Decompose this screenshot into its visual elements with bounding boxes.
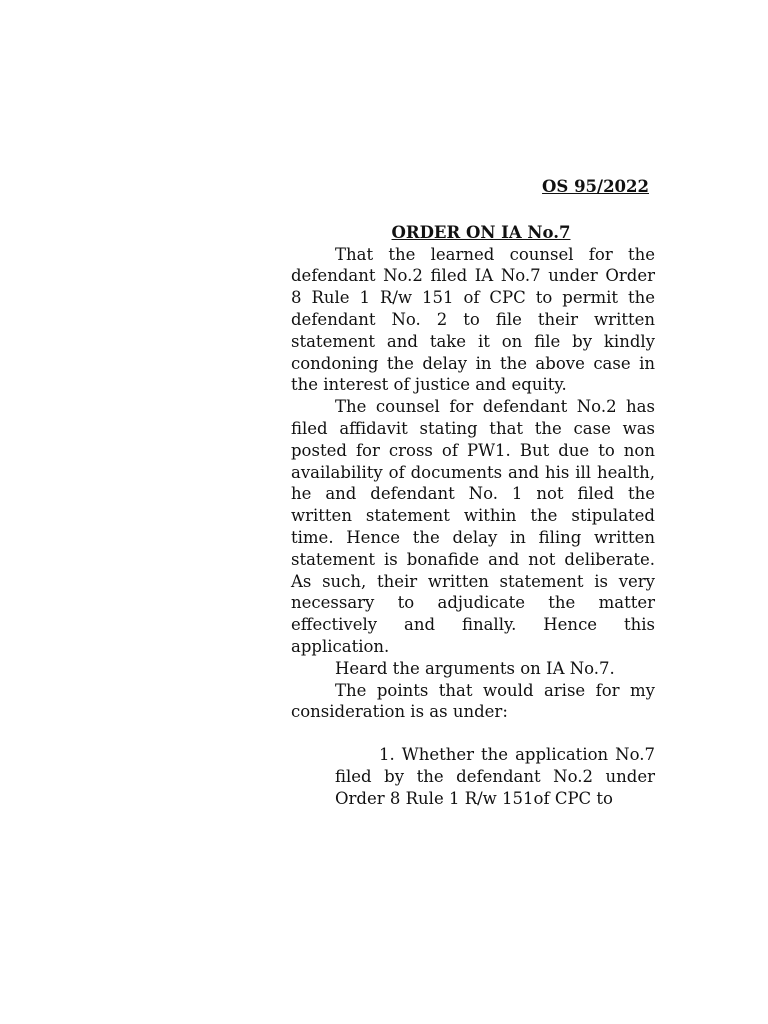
order-title: ORDER ON IA No.7: [391, 222, 571, 242]
case-number: OS 95/2022: [542, 177, 649, 196]
order-text-column: [291, 176, 655, 810]
paragraph-points-intro: The points that would arise for my consideration is as under:: [291, 680, 655, 722]
paragraph-application: That the learned counsel for the defendant No.2 filed IA No.7 under Order 8 Rule 1 R/w 151 of CPC to permit the defendant No. 2 to file their written statement and take it on file by kindly condoning the delay in the above case in the interest of justice and equity.: [291, 244, 655, 395]
paragraph-affidavit: The counsel for defendant No.2 has filed affidavit stating that the case was posted for cross of PW1. But due to non availability of documents and his ill health, he and defendant No. 1 not filed the written statement within the stipulated time. Hence the delay in filing written statement is bonafide and not deliberate. As such, their written statement is very necessary to adjudicate the matter effectively and finally. Hence this application.: [291, 397, 655, 656]
point-item-1: 1. Whether the application No.7 filed by the defendant No.2 under Order 8 Rule 1 R/w 151of CPC to: [335, 745, 655, 808]
paragraph-heard: Heard the arguments on IA No.7.: [335, 658, 615, 678]
